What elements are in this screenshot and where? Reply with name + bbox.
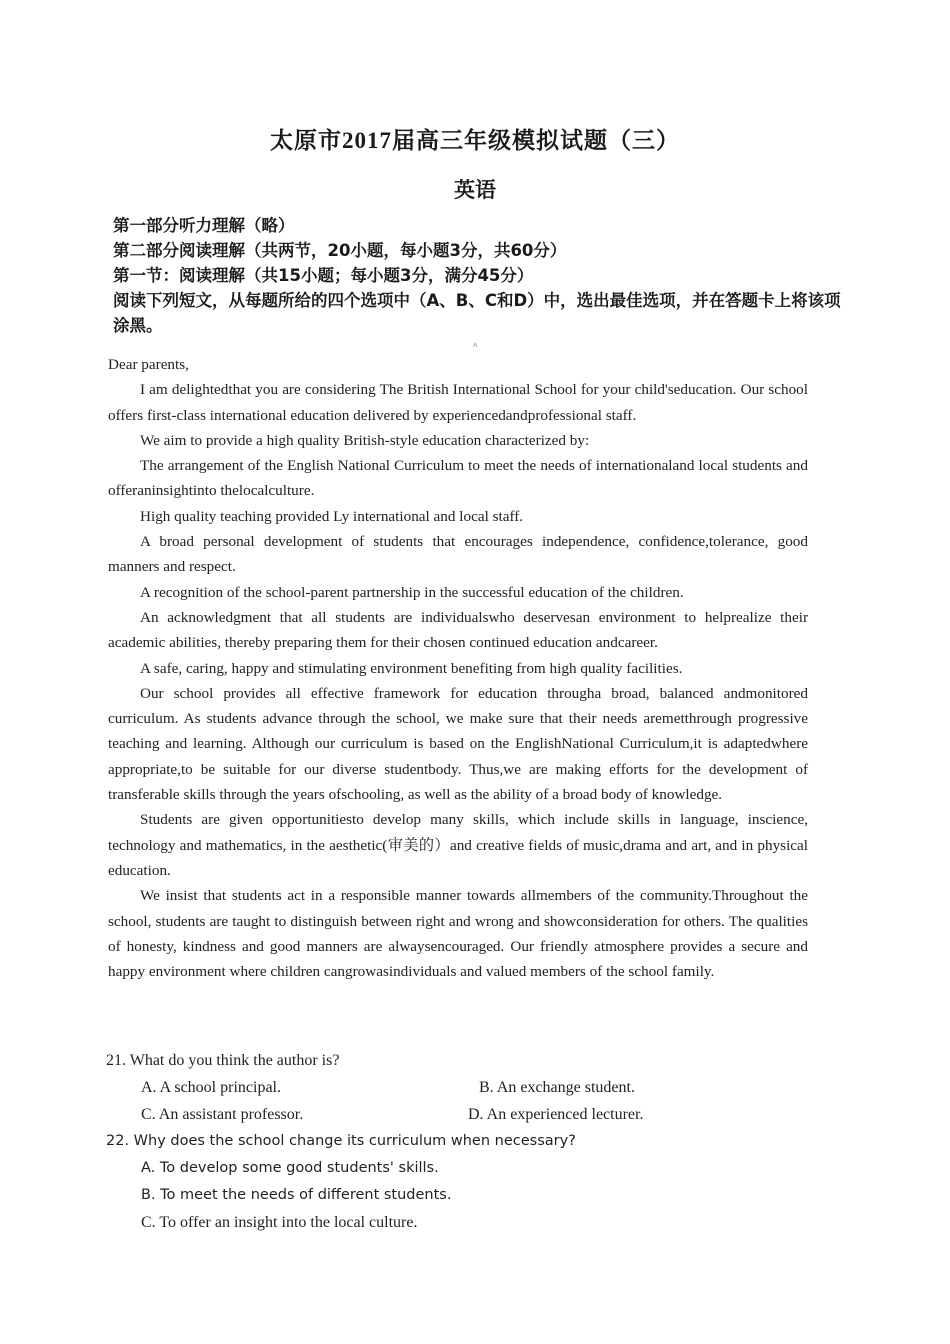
instructions-block: [113, 213, 843, 338]
instruction-line: 第一节：阅读理解（共15小题；每小题3分，满分45分）: [113, 266, 534, 285]
letter-paragraph: A broad personal development of students that encourages independence, confidence,tolerance, good manners and respect.: [108, 533, 808, 576]
reading-passage: [108, 352, 808, 984]
instruction-line: 第一部分听力理解（略）: [113, 216, 295, 235]
letter-paragraph: An acknowledgment that all students are individualswho deservesan environment to helprealize their academic abilities, thereby preparing them for their chosen continued education andcareer.: [108, 608, 808, 652]
option-a: A. To develop some good students' skills.: [141, 1160, 439, 1176]
letter-paragraph: Students are given opportunitiesto develop many skills, which include skills in language, inscience, technology and mathematics, in the aesthetic(审美的）and creative fields of music,drama and art, and in physical education.: [108, 811, 808, 879]
option-b: B. To meet the needs of different students.: [141, 1187, 452, 1203]
option-a: A. A school principal.: [141, 1079, 281, 1096]
letter-paragraph: A recognition of the school-parent partnership in the successful education of the children.: [140, 583, 684, 601]
exam-title: 太原市2017届高三年级模拟试题（三）: [270, 128, 680, 153]
letter-paragraph: High quality teaching provided Ly international and local staff.: [140, 507, 524, 525]
letter-paragraph: I am delightedthat you are considering The British International School for your child'seducation. Our school offers first-class international education delivered by experiencedandprofessional staff.: [108, 381, 808, 424]
option-c: C. To offer an insight into the local culture.: [141, 1214, 418, 1231]
letter-paragraph: The arrangement of the English National Curriculum to meet the needs of internationaland local students and offeraninsightinto thelocalculture.: [108, 457, 808, 500]
instruction-line: 阅读下列短文，从每题所给的四个选项中（A、B、C和D）中，选出最佳选项，并在答题卡上将该项涂黑。: [113, 291, 841, 335]
question-stem: 21. What do you think the author is?: [106, 1052, 340, 1069]
letter-paragraph: Our school provides all effective framework for education througha broad, balanced andmonitored curriculum. As students advance through the school, we make sure that their needs aremetthrough progressive teaching and learning. Although our curriculum is based on the EnglishNational Curriculum,it is adaptedwhere appropriate,to be suitable for our diverse studentbody. Thus,we are making efforts for the development of transferable skills through the years ofschooling, as well as the ability of a broad body of knowledge.: [108, 684, 808, 804]
option-row: [106, 1074, 806, 1101]
option-row: [106, 1101, 806, 1128]
letter-paragraph: We insist that students act in a responsible manner towards allmembers of the community.Throughout the school, students are taught to distinguish between right and wrong and showconsideration for others. The qualities of honesty, kindness and good manners are alwaysencouraged. Our friendly atmosphere provides a secure and happy environment where children cangrowasindividuals and valued members of the school family.: [108, 887, 808, 981]
questions-section: [106, 1047, 806, 1236]
subject-heading: 英语: [454, 178, 496, 202]
letter-paragraph: A safe, caring, happy and stimulating environment benefiting from high quality facilities.: [140, 659, 683, 677]
question-stem: 22. Why does the school change its curriculum when necessary?: [106, 1133, 576, 1149]
option-d: D. An experienced lecturer.: [468, 1106, 644, 1123]
option-c: C. An assistant professor.: [141, 1106, 304, 1123]
letter-paragraph: We aim to provide a high quality British-style education characterized by:: [140, 431, 590, 449]
stray-mark: ˄: [473, 341, 478, 350]
option-b: B. An exchange student.: [479, 1079, 635, 1096]
letter-salutation: Dear parents,: [108, 356, 189, 373]
instruction-line: 第二部分阅读理解（共两节，20小题，每小题3分，共60分）: [113, 241, 567, 260]
